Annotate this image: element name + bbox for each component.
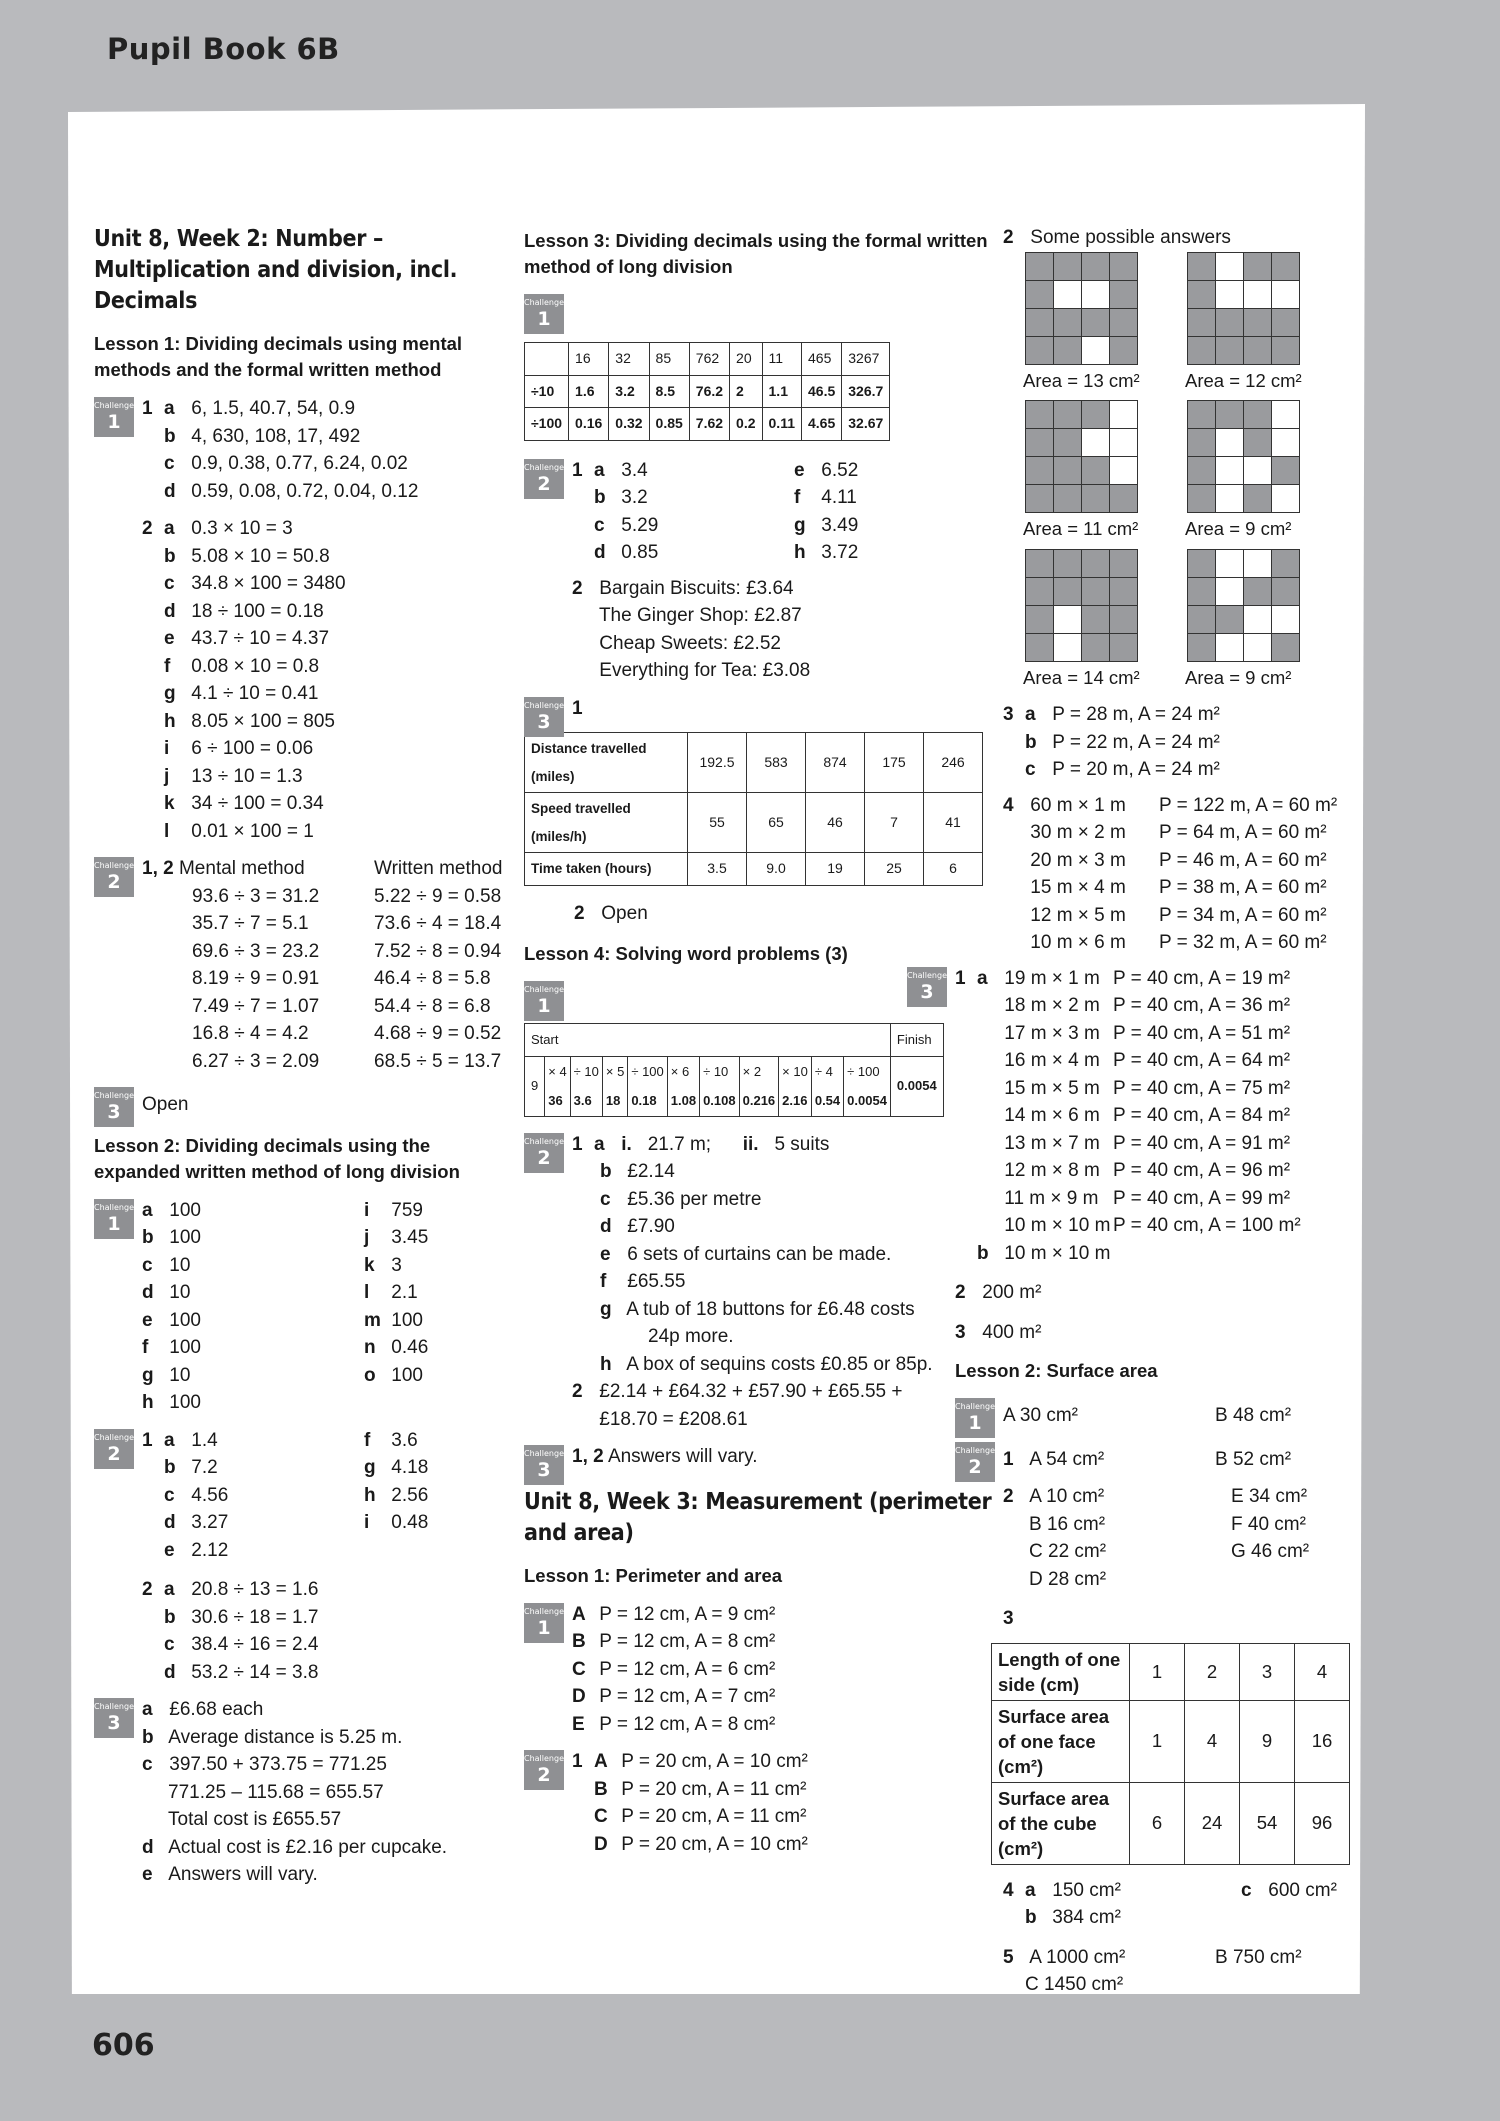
table-cell: 1.6	[569, 375, 609, 408]
table-cell: 3.2	[609, 375, 649, 408]
answer-line: 7.49 ÷ 7 = 1.07	[192, 995, 320, 1017]
chain-finish-label: Finish	[890, 1024, 943, 1057]
answer-line: 46.4 ÷ 8 = 5.8	[374, 968, 491, 989]
grid-caption: Area = 11 cm²	[1023, 518, 1139, 539]
challenge-badge: Challenge 3	[907, 967, 947, 1007]
question-2-block	[94, 515, 514, 845]
row-header: Time taken (hours)	[525, 853, 688, 886]
answer-line: Everything for Tea: £3.08	[599, 660, 811, 681]
answer-line: f 3.6	[364, 1429, 418, 1451]
challenge-badge: Challenge 3	[94, 1698, 134, 1738]
answer-line: h A box of sequins costs £0.85 or 85p.	[600, 1353, 933, 1375]
column-3: 2 Some possible answers Area = 13 cm² Area = 12 cm² Area = 11 cm² Area = 9 cm² Area = 14 cm² Area = 9 cm² 3 a P = 28 m, A = 24 m² b P = 22 m, A = 24 m² c P = 20 m, A = 24 m² 4 60 m × 1 m 30 m × 2 m 20 m × 3 m 15 m × 4 m 12 m × 5 m 10 m × 6 m P = 122 m, A = 60 m² P = 64 m, A = 60 m² P = 46 m, A = 60 m² P = 38 m, A = 60 m² P = 34 m, A = 60 m² P = 32 m, A = 60 m² Challenge 3 1 a 19 m × 1 m 18 m × 2 m 17 m × 3 m 16 m × 4 m 15 m × 5 m 14 m × 6 m 13 m × 7 m 12 m × 8 m 11 m × 9 m 10 m × 10 m P = 40 cm, A = 19 m² P = 40 cm, A = 36 m² P = 40 cm, A = 51 m² P = 40 cm, A = 64 m² P = 40 cm, A = 75 m² P = 40 cm, A = 84 m² P = 40 cm, A = 91 m² P = 40 cm, A = 96 m² P = 40 cm, A = 99 m² P = 40 cm, A = 100 m² b 10 m × 10 m 2 200 m² 3 400 m² Lesson 2: Surface area Challenge 1 A 30 cm² B 48 cm² Challenge 2 1 A 54 cm² B 52 cm² 2 A 10 cm² B 16 cm² C 22 cm² D 28 cm² E 34 cm² F 40 cm² G 46 cm² 3 Length of one side (cm) 1 2 3 4 Surface area of one face (cm²) 1 4 9 16 Surface area of the cube (cm²) 6 24 54 96 4 a 150 cm² b 384 cm² c 600 cm² 5 A 1000 cm² C 1450 cm² B 750 cm²	[955, 224, 1365, 1999]
lesson-title: Lesson 3: Dividing decimals using the formal written method of long division	[524, 230, 988, 277]
answer-line: 30 m × 2 m	[1030, 822, 1126, 843]
answer-line: b £2.14	[600, 1161, 675, 1182]
row-header: Surface area of the cube (cm²)	[992, 1782, 1130, 1864]
table-cell: 246	[924, 733, 983, 793]
answer-line: l 2.1	[364, 1282, 418, 1303]
chain-value: 0.216	[739, 1086, 779, 1116]
chain-op: × 4	[545, 1056, 570, 1086]
table-cell: ÷100	[525, 408, 569, 441]
challenge-1-block	[94, 395, 514, 505]
chain-op: × 10	[779, 1056, 812, 1086]
grid-caption: Area = 9 cm²	[1185, 666, 1292, 688]
area-grid	[1025, 400, 1141, 549]
answer-line: 4.68 ÷ 9 = 0.52	[374, 1023, 502, 1044]
answer-line: 12 m × 8 m	[1004, 1160, 1100, 1181]
challenge-badge: Challenge 2	[94, 1429, 134, 1469]
answer-line: P = 40 cm, A = 36 m²	[1113, 995, 1291, 1016]
table-cell: 25	[865, 853, 924, 886]
answer-line: 16 m × 4 m	[1004, 1050, 1100, 1071]
answer-line: B P = 20 cm, A = 11 cm²	[594, 1778, 807, 1800]
grid-caption: Area = 14 cm²	[1023, 666, 1140, 688]
answer-line: 16.8 ÷ 4 = 4.2	[192, 1023, 309, 1044]
table-cell: 11	[762, 343, 801, 376]
page-number: 606	[92, 2028, 155, 2063]
chain-start-value: 9	[525, 1056, 545, 1116]
answer-line: h 3.72	[794, 542, 859, 563]
answer-line: 5.22 ÷ 9 = 0.58	[374, 885, 502, 907]
answer-line: c 38.4 ÷ 16 = 2.4	[164, 1634, 319, 1655]
challenge-3-block: Challenge 3 1 a 19 m × 1 m 18 m × 2 m 17 m × 3 m 16 m × 4 m 15 m × 5 m 14 m × 6 m 13 m × 7 m 12 m × 8 m 11 m × 9 m 10 m × 10 m P = 40 cm, A = 19 m² P = 40 cm, A = 36 m² P = 40 cm, A = 51 m² P = 40 cm, A = 64 m² P = 40 cm, A = 75 m² P = 40 cm, A = 84 m² P = 40 cm, A = 91 m² P = 40 cm, A = 96 m² P = 40 cm, A = 99 m² P = 40 cm, A = 100 m² b 10 m × 10 m 2 200 m² 3 400 m²	[907, 965, 1365, 1347]
table-cell	[525, 343, 569, 376]
answer-line: 15 m × 5 m	[1004, 1077, 1100, 1099]
answer-line: b 7.2	[164, 1457, 218, 1478]
challenge-badge: Challenge 1	[94, 397, 134, 437]
answer-line: 54.4 ÷ 8 = 6.8	[374, 995, 491, 1017]
chain-op: × 6	[667, 1056, 699, 1086]
answer-line: b P = 22 m, A = 24 m²	[1025, 731, 1220, 753]
row-header: Length of one side (cm)	[992, 1643, 1130, 1700]
challenge-badge: Challenge 3	[524, 697, 564, 737]
table-cell: 192.5	[688, 733, 747, 793]
answer-line: 10 m × 10 m	[1004, 1215, 1111, 1236]
answer-line: 1 a 6, 1.5, 40.7, 54, 0.9	[142, 398, 356, 419]
lesson-title: Lesson 4: Solving word problems (3)	[524, 943, 848, 964]
answer-line: d 3.27	[164, 1512, 229, 1533]
grid-caption: Area = 13 cm²	[1023, 369, 1140, 391]
answer-line: g 4.18	[364, 1457, 429, 1478]
table-cell: 16	[1295, 1700, 1350, 1782]
answer-line: P = 40 cm, A = 91 m²	[1113, 1132, 1291, 1154]
answer-line: D P = 12 cm, A = 7 cm²	[572, 1686, 776, 1707]
answer-line: e 100	[142, 1309, 201, 1331]
challenge-badge: Challenge 1	[524, 981, 564, 1021]
grid-caption: Area = 12 cm²	[1185, 369, 1302, 391]
answer-line: g 4.1 ÷ 10 = 0.41	[164, 683, 319, 704]
answer-line: d 18 ÷ 100 = 0.18	[164, 600, 324, 622]
answer-line: d 53.2 ÷ 14 = 3.8	[164, 1661, 319, 1683]
challenge-badge: Challenge 2	[524, 1133, 564, 1173]
answer-line: b 100	[142, 1227, 201, 1248]
answer-line: 18 m × 2 m	[1004, 995, 1100, 1016]
answer-line: i 0.48	[364, 1512, 429, 1533]
speed-table	[524, 732, 983, 886]
book-title: Pupil Book 6B	[107, 32, 340, 66]
chain-value: 0.0054	[844, 1086, 891, 1116]
challenge-1-block: Challenge 1 A 30 cm² B 48 cm²	[955, 1396, 1365, 1430]
challenge-badge: Challenge 2	[94, 857, 134, 897]
chain-value: 0.18	[628, 1086, 667, 1116]
answer-item: C 22 cm²	[1029, 1541, 1107, 1562]
answer-line: 12 m × 5 m	[1030, 904, 1126, 926]
table-cell: 41	[924, 793, 983, 853]
answer-line: e 43.7 ÷ 10 = 4.37	[164, 628, 330, 649]
unit-title: Unit 8, Week 2: Number – Multiplication and division, incl. Decimals	[94, 226, 458, 314]
chain-value: 0.54	[811, 1086, 843, 1116]
answer-line: 93.6 ÷ 3 = 31.2	[192, 885, 320, 907]
answer-line: £18.70 = £208.61	[599, 1408, 748, 1430]
answer-line: f 4.11	[794, 487, 857, 508]
chain-value: 18	[602, 1086, 627, 1116]
answer-line: f 0.08 × 10 = 0.8	[164, 655, 320, 677]
answer-line: 2 a 0.3 × 10 = 3	[142, 518, 293, 539]
answer-line: l 0.01 × 100 = 1	[164, 820, 314, 842]
table-cell: 76.2	[689, 375, 729, 408]
answer-line: 68.5 ÷ 5 = 13.7	[374, 1050, 502, 1072]
challenge-2-block: Challenge 2 1 a i. 21.7 m; ii. 5 suits b £2.14 c £5.36 per metre d £7.90 e 6 sets of curtains can be made. f £65.55 g A tub of 18 buttons for £6.48 costs 24p more. h A box of sequins costs £0.85 or 85p. 2 £2.14 + £64.32 + £57.90 + £65.55 + £18.70 = £208.61	[524, 1131, 1004, 1434]
answer-line: c 0.9, 0.38, 0.77, 6.24, 0.02	[164, 453, 408, 474]
challenge-badge: Challenge 2	[524, 459, 564, 499]
answer-line: 2 a 20.8 ÷ 13 = 1.6	[142, 1579, 319, 1600]
answer-line: a 100	[142, 1199, 201, 1221]
area-grid	[1187, 400, 1303, 549]
table-cell: 19	[806, 853, 865, 886]
answer-line: b 5.08 × 10 = 50.8	[164, 545, 330, 567]
answer-line: e 6 sets of curtains can be made.	[600, 1243, 892, 1265]
chain-op: × 5	[602, 1056, 627, 1086]
table-cell: 326.7	[842, 375, 890, 408]
answer-line: 10 m × 6 m	[1030, 932, 1126, 953]
answer-line: 14 m × 6 m	[1004, 1105, 1100, 1126]
challenge-2-block	[524, 457, 1004, 685]
column-1	[94, 224, 514, 1899]
answer-line: C P = 20 cm, A = 11 cm²	[594, 1806, 807, 1827]
answer-line: f £65.55	[600, 1271, 686, 1292]
answer-line: B P = 12 cm, A = 8 cm²	[572, 1631, 776, 1652]
challenge-badge: Challenge 1	[94, 1199, 134, 1239]
answer-line: P = 40 cm, A = 100 m²	[1113, 1215, 1301, 1236]
answer-line: n 0.46	[364, 1337, 429, 1358]
chain-value: 36	[545, 1086, 570, 1116]
answer-line: k 34 ÷ 100 = 0.34	[164, 793, 324, 814]
table-cell: 6	[1130, 1782, 1185, 1864]
row-header: Surface area of one face (cm²)	[992, 1700, 1130, 1782]
challenge-3-block: Challenge 3 Open	[94, 1085, 514, 1119]
table-cell: 4	[1295, 1643, 1350, 1700]
answer-line: Total cost is £655.57	[168, 1809, 342, 1830]
area-grid	[1025, 252, 1141, 401]
answer-line: d £7.90	[600, 1216, 675, 1237]
challenge-badge: Challenge 2	[524, 1750, 564, 1790]
table-cell: 46.5	[802, 375, 842, 408]
answer-line: The Ginger Shop: £2.87	[598, 605, 802, 626]
table-cell: 2	[1185, 1643, 1240, 1700]
chain-op: ÷ 10	[700, 1056, 740, 1086]
answer-line: P = 40 cm, A = 96 m²	[1113, 1160, 1291, 1181]
answer-line: 20 m × 3 m	[1030, 849, 1126, 871]
table-cell: 0.85	[649, 408, 689, 441]
chain-op: ÷ 100	[628, 1056, 667, 1086]
answer-line: 17 m × 3 m	[1004, 1022, 1100, 1044]
lesson-title: Lesson 2: Dividing decimals using the expanded written method of long division	[94, 1134, 460, 1182]
answer-line: o 100	[364, 1364, 423, 1386]
table-cell: 24	[1185, 1782, 1240, 1864]
answer-line: P = 40 cm, A = 51 m²	[1113, 1022, 1291, 1044]
answer-line: P = 40 cm, A = 64 m²	[1113, 1050, 1291, 1071]
grid-caption: Area = 9 cm²	[1185, 518, 1292, 539]
answer-line: b 30.6 ÷ 18 = 1.7	[164, 1606, 319, 1628]
table-cell: 3.5	[688, 853, 747, 886]
answer-item: D 28 cm²	[1029, 1568, 1107, 1590]
table-cell: ÷10	[525, 375, 569, 408]
table-cell: 1	[1130, 1643, 1185, 1700]
chain-value: 0.108	[700, 1086, 740, 1116]
answer-line: D P = 20 cm, A = 10 cm²	[594, 1833, 808, 1855]
chain-value: 3.6	[570, 1086, 602, 1116]
answer-line: Cheap Sweets: £2.52	[599, 632, 781, 654]
challenge-1-block	[94, 1197, 514, 1417]
answer-line: 11 m × 9 m	[1004, 1187, 1099, 1209]
answer-line: 13 m × 7 m	[1004, 1132, 1100, 1154]
answer-item: B 16 cm²	[1029, 1513, 1106, 1535]
row-header: Speed travelled (miles/h)	[525, 793, 688, 853]
table-cell: 9	[1240, 1700, 1295, 1782]
challenge-badge: Challenge 1	[524, 294, 564, 334]
table-cell: 32.67	[842, 408, 890, 441]
answer-line: 2 £2.14 + £64.32 + £57.90 + £65.55 +	[572, 1381, 903, 1402]
row-header: Distance travelled (miles)	[525, 733, 688, 793]
chain-value: 1.08	[667, 1086, 699, 1116]
answer-line: A P = 12 cm, A = 9 cm²	[572, 1603, 776, 1625]
challenge-2-block	[524, 1748, 1004, 1858]
answer-line: 1 a 3.4	[572, 459, 648, 481]
answer-item: A 10 cm²	[1029, 1486, 1105, 1507]
challenge-badge: Challenge 2	[955, 1442, 995, 1482]
table-cell: 6	[924, 853, 983, 886]
table-cell: 0.11	[762, 408, 801, 441]
answer-line: P = 38 m, A = 60 m²	[1159, 877, 1327, 898]
answer-line: h 8.05 × 100 = 805	[164, 710, 335, 732]
answer-line: c 397.50 + 373.75 = 771.25	[142, 1754, 387, 1775]
chain-op: ÷ 10	[570, 1056, 602, 1086]
answer-line: d 0.85	[594, 542, 659, 563]
answer-line: a £6.68 each	[142, 1699, 264, 1720]
answer-line: c 10	[142, 1254, 191, 1276]
answer-line: c £5.36 per metre	[600, 1188, 762, 1210]
answer-line: P = 32 m, A = 60 m²	[1159, 932, 1327, 953]
answer-line: P = 122 m, A = 60 m²	[1159, 794, 1338, 816]
answer-line: f 100	[142, 1337, 201, 1358]
answer-line: i 6 ÷ 100 = 0.06	[164, 738, 314, 759]
table-cell: 7	[865, 793, 924, 853]
answer-line: 35.7 ÷ 7 = 5.1	[192, 913, 309, 934]
answer-line: P = 40 cm, A = 19 m²	[1113, 967, 1291, 989]
answer-line: j 3.45	[364, 1227, 429, 1248]
answer-line: e 2.12	[164, 1539, 229, 1561]
table-cell: 16	[569, 343, 609, 376]
table-cell: 1	[1130, 1700, 1185, 1782]
answer-line: c 34.8 × 100 = 3480	[164, 573, 346, 594]
area-grid	[1187, 549, 1303, 698]
table-cell: 8.5	[649, 375, 689, 408]
answer-line: k 3	[364, 1254, 402, 1276]
table-cell: 2	[730, 375, 762, 408]
answer-line: 15 m × 4 m	[1030, 877, 1126, 898]
challenge-2-block	[94, 1427, 514, 1687]
table-cell: 9.0	[747, 853, 806, 886]
division-table	[524, 342, 890, 441]
answer-line: g 3.49	[794, 514, 859, 536]
answer-line: 69.6 ÷ 3 = 23.2	[192, 940, 320, 962]
answer-line: h 2.56	[364, 1484, 429, 1506]
table-cell: 54	[1240, 1782, 1295, 1864]
answer-line: 6.27 ÷ 3 = 2.09	[192, 1050, 320, 1072]
challenge-badge: Challenge 1	[524, 1603, 564, 1643]
answer-line: h 100	[142, 1392, 201, 1413]
answer-line: 24p more.	[648, 1326, 734, 1347]
answer-line: g A tub of 18 buttons for £6.48 costs	[600, 1298, 915, 1320]
answer-line: E 34 cm²	[1231, 1486, 1308, 1507]
answer-line: 4 60 m × 1 m	[1003, 794, 1126, 816]
answer-line: c 4.56	[164, 1484, 229, 1506]
answer-line: P = 64 m, A = 60 m²	[1159, 822, 1327, 843]
table-cell: 1.1	[762, 375, 801, 408]
answer-line: 1 a 19 m × 1 m	[955, 967, 1100, 989]
table-cell: 4	[1185, 1700, 1240, 1782]
answer-line: G 46 cm²	[1231, 1541, 1310, 1562]
answer-line: C P = 12 cm, A = 6 cm²	[572, 1658, 776, 1680]
answer-line: i 759	[364, 1199, 423, 1221]
challenge-3-block: Challenge 3 1	[524, 695, 1004, 723]
lesson-title: Lesson 1: Dividing decimals using mental methods and the formal written method	[94, 333, 463, 380]
answer-line: 1 a 1.4	[142, 1429, 218, 1451]
challenge-badge: Challenge 3	[94, 1087, 134, 1127]
answer-line: E P = 12 cm, A = 8 cm²	[572, 1713, 776, 1735]
table-cell: 583	[747, 733, 806, 793]
table-cell: 7.62	[689, 408, 729, 441]
table-cell: 0.32	[609, 408, 649, 441]
table-cell: 32	[609, 343, 649, 376]
table-cell: 874	[806, 733, 865, 793]
answer-line: d Actual cost is £2.16 per cupcake.	[142, 1836, 448, 1858]
answer-line: 2 Bargain Biscuits: £3.64	[572, 577, 794, 599]
chain-op: × 2	[739, 1056, 779, 1086]
answer-line: b Average distance is 5.25 m.	[142, 1726, 403, 1748]
challenge-1-block	[524, 1601, 1004, 1739]
answer-line: P = 40 cm, A = 75 m²	[1113, 1077, 1291, 1099]
table-cell: 96	[1295, 1782, 1350, 1864]
table-cell: 3267	[842, 343, 890, 376]
challenge-badge: Challenge 3	[524, 1445, 564, 1485]
function-chain	[524, 1023, 944, 1117]
challenge-badge: Challenge 1	[955, 1398, 995, 1438]
surface-area-table	[991, 1643, 1350, 1865]
chain-finish-value: 0.0054	[890, 1056, 943, 1116]
table-cell: 4.65	[802, 408, 842, 441]
answer-line: c 5.29	[594, 514, 659, 536]
chain-op: ÷ 100	[844, 1056, 891, 1086]
answer-line: P = 46 m, A = 60 m²	[1159, 849, 1327, 871]
lesson-title: Lesson 2: Surface area	[955, 1360, 1158, 1381]
challenge-3-block	[94, 1696, 514, 1889]
chain-value: 2.16	[779, 1086, 812, 1116]
challenge-3-block: Challenge 3 1, 2 Answers will vary.	[524, 1443, 1004, 1471]
table-cell: 55	[688, 793, 747, 853]
answer-line: 73.6 ÷ 4 = 18.4	[374, 913, 502, 934]
answer-line: e Answers will vary.	[142, 1864, 318, 1885]
answer-line: F 40 cm²	[1231, 1513, 1306, 1535]
answer-line: P = 40 cm, A = 99 m²	[1113, 1187, 1291, 1209]
answer-line: b 4, 630, 108, 17, 492	[164, 425, 361, 447]
table-cell: 465	[802, 343, 842, 376]
answer-line: c P = 20 m, A = 24 m²	[1025, 759, 1220, 780]
table-cell: 46	[806, 793, 865, 853]
answer-line: d 10	[142, 1282, 191, 1303]
column-2: Lesson 3: Dividing decimals using the formal written method of long division Challenge 1 16 32 85 762 20 11 465 3267 ÷10 1.6 3.2 8.5 76.2 2 1.1 46.5 326.7 ÷100 0.16 0.32 0.85 7.62 0.2 0.11 4.65 32.67 Challenge 2 1 a 3.4 b 3.2 c 5.29 d 0.85 e 6.52 f 4.11 g 3.49 h 3.72 2 Bargain Biscuits: £3.64 The Ginger Shop: £2.87 Cheap Sweets: £2.52 Everything for Tea: £3.08 Challenge 3 1 Distance travelled (miles) 192.5 583 874 175 246 Speed travelled (miles/h) 55 65 46 7 41 Time taken (hours) 3.5 9.0 19 25 6 2 Open Lesson 4: Solving word problems (3) Challenge 1 Start Finish 9 × 4 ÷ 10 × 5 ÷ 100 × 6 ÷ 10 × 2 × 10 ÷ 4 ÷ 100 0.0054 36 3.6 18 0.18 1.08 0.108 0.216 2.16 0.54 0.0054 Challenge 2 1 a i. 21.7 m; ii. 5 suits b £2.14 c £5.36 per metre d £7.90 e 6 sets of curtains can be made. f £65.55 g A tub of 18 buttons for £6.48 costs 24p more. h A box of sequins costs £0.85 or 85p. 2 £2.14 + £64.32 + £57.90 + £65.55 + £18.70 = £208.61 Challenge 3 1, 2 Answers will vary. Unit 8, Week 3: Measurement (perimeter and area) Lesson 1: Perimeter and area Challenge 1 A P = 12 cm, A = 9 cm² B P = 12 cm, A = 8 cm² C P = 12 cm, A = 6 cm² D P = 12 cm, A = 7 cm² E P = 12 cm, A = 8 cm² Challenge 2 1 A P = 20 cm, A = 10 cm² B P = 20 cm, A = 11 cm² C P = 20 cm, A = 11 cm² D P = 20 cm, A = 10 cm²	[524, 224, 1004, 1868]
answer-line: P = 34 m, A = 60 m²	[1159, 904, 1327, 926]
answer-line: e 6.52	[794, 459, 859, 481]
challenge-2-block: Challenge 2 1 A 54 cm² B 52 cm² 2 A 10 cm² B 16 cm² C 22 cm² D 28 cm² E 34 cm² F 40 cm² G 46 cm² 3	[955, 1440, 1365, 1633]
answer-line: m 100	[364, 1309, 423, 1331]
table-cell: 20	[730, 343, 762, 376]
table-cell: 65	[747, 793, 806, 853]
answer-line: 1 A P = 20 cm, A = 10 cm²	[572, 1751, 808, 1772]
answer-line: g 10	[142, 1364, 191, 1386]
answer-line: b 3.2	[594, 487, 648, 508]
answer-line: j 13 ÷ 10 = 1.3	[164, 765, 303, 787]
answer-line: 771.25 – 115.68 = 655.57	[168, 1781, 384, 1803]
area-grid	[1187, 252, 1303, 401]
lesson-title: Lesson 1: Perimeter and area	[524, 1564, 783, 1586]
unit-title: Unit 8, Week 3: Measurement (perimeter and area)	[524, 1488, 992, 1546]
table-cell: 0.2	[730, 408, 762, 441]
answer-line: 8.19 ÷ 9 = 0.91	[192, 968, 320, 989]
table-cell: 0.16	[569, 408, 609, 441]
table-cell: 85	[649, 343, 689, 376]
answer-line: 3 a P = 28 m, A = 24 m²	[1003, 704, 1220, 725]
challenge-2-block: Challenge 2 1, 2 Mental method 93.6 ÷ 3 = 31.2 35.7 ÷ 7 = 5.1 69.6 ÷ 3 = 23.2 8.19 ÷ 9 = 0.91 7.49 ÷ 7 = 1.07 16.8 ÷ 4 = 4.2 6.27 ÷ 3 = 2.09 Written method 5.22 ÷ 9 = 0.58 73.6 ÷ 4 = 18.4 7.52 ÷ 8 = 0.94 46.4 ÷ 8 = 5.8 54.4 ÷ 8 = 6.8 4.68 ÷ 9 = 0.52 68.5 ÷ 5 = 13.7	[94, 855, 514, 1075]
answer-line: d 0.59, 0.08, 0.72, 0.04, 0.12	[164, 480, 419, 502]
chain-start-label: Start	[525, 1024, 891, 1057]
table-cell: 762	[689, 343, 729, 376]
answer-line: P = 40 cm, A = 84 m²	[1113, 1105, 1291, 1126]
table-cell: 3	[1240, 1643, 1295, 1700]
area-grid	[1025, 549, 1141, 698]
chain-op: ÷ 4	[811, 1056, 843, 1086]
answer-line: 7.52 ÷ 8 = 0.94	[374, 940, 502, 962]
table-cell: 175	[865, 733, 924, 793]
